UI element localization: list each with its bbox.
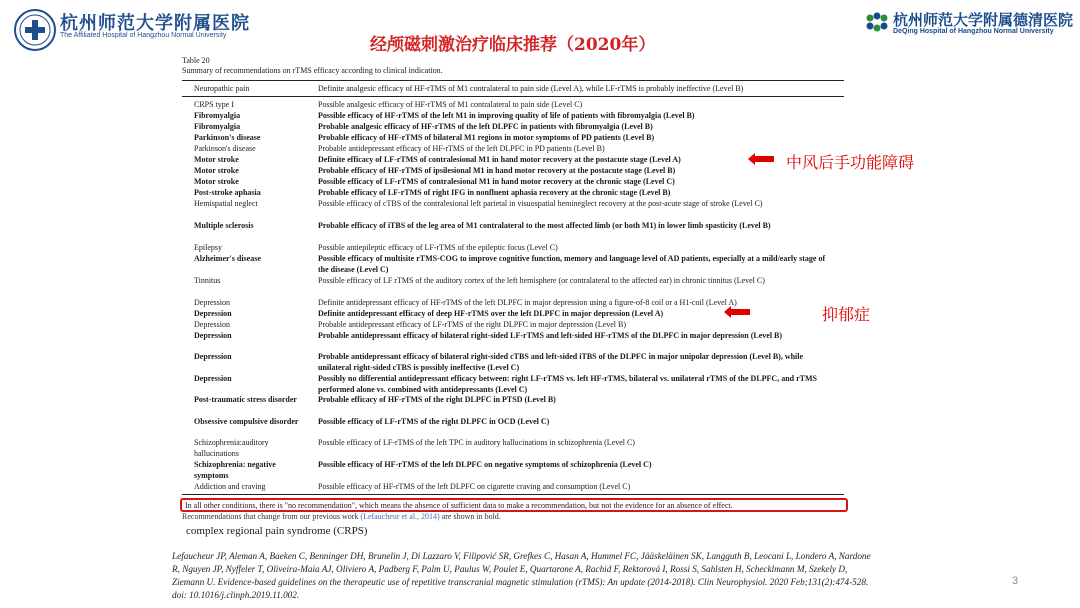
- recommendation-cell: Possible efficacy of LF rTMS of the auditory cortex of the left hemisphere (or contralateral to the affected ear) in chronic tinnitus (Level C): [318, 276, 765, 285]
- recommendation-cell: Definite antidepressant efficacy of HF-rTMS of the left DLPFC in major depression using a figure-of-8 coil or a H1-coil (Level A): [318, 298, 737, 307]
- indication-cell: Depression: [194, 331, 232, 340]
- recommendation-cell: Possible efficacy of cTBS of the contralesional left parietal in visuospatial hemineglect recovery at the post-acute stage of stroke (Level C): [318, 199, 763, 208]
- crps-note: complex regional pain syndrome (CRPS): [186, 525, 368, 537]
- indication-cell: Multiple sclerosis: [194, 221, 254, 230]
- no-recommendation-box: [180, 498, 848, 512]
- recommendation-cell: Possibly no differential antidepressant efficacy between: right LF-rTMS vs. left HF-rTMS, bilateral vs. unilateral rTMS of the DLPFC, and rTMS performed alone vs. combined with antidepressants (Level C): [318, 374, 817, 394]
- recommendation-cell: Possible efficacy of HF-rTMS of the left DLPFC on cigarette craving and consumption (Level C): [318, 482, 631, 491]
- indication-cell: Post-stroke aphasia: [194, 188, 261, 197]
- recommendation-cell: Possible analgesic efficacy of HF-rTMS of M1 contralateral to pain side (Level C): [318, 100, 583, 109]
- left-hospital-name-en: The Affiliated Hospital of Hangzhou Normal University: [60, 32, 227, 39]
- annotation-depression: 抑郁症: [822, 305, 871, 324]
- recommendation-cell: Probable efficacy of iTBS of the leg area of M1 contralateral to the most affected limb (or both M1) in lower limb spasticity (Level B): [318, 221, 771, 230]
- recommendation-cell: Possible efficacy of HF-rTMS of the left DLPFC on negative symptoms of schizophrenia (Level C): [318, 460, 652, 469]
- indication-cell: Motor stroke: [194, 155, 239, 164]
- table-header-rule: [182, 96, 844, 97]
- recommendation-cell: Possible efficacy of multisite rTMS-COG to improve cognitive function, memory and language level of AD patients, especially at a mild/early stage of the disease (Level C): [318, 254, 826, 274]
- left-hospital-name-cn: 杭州师范大学附属医院: [60, 13, 250, 33]
- recommendation-cell: Probable antidepressant efficacy of bilateral right-sided LF-rTMS and left-sided HF-rTMS of the DLPFC in major depression (Level B): [318, 331, 783, 340]
- table-header-indication: Neuropathic pain: [194, 84, 250, 93]
- recommendation-cell: Definite antidepressant efficacy of deep HF-rTMS over the left DLPFC in major depression (Level A): [318, 309, 664, 318]
- indication-cell: Motor stroke: [194, 166, 239, 175]
- indication-cell: Hemispatial neglect: [194, 199, 258, 208]
- reference-citation: Lefaucheur JP, Aleman A, Baeken C, Benninger DH, Brunelin J, Di Lazzaro V, Filipović SR, Grefkes C, Hasan A, Hummel FC, Jääskeläinen SK, Langguth B, Leocani L, Londero A, Nardone R, Nguyen JP, Nyffeler T, Oliveira-Maia AJ, Oliviero A, Padberg F, Palm U, Paulus W, Poulet E, Quartarone A, Rachid F, Rektorová I, Rossi S, Sahlsten H, Schecklmann M, Szekely D, Ziemann U. Evidence-based guidelines on the therapeutic use of repetitive transcranial magnetic stimulation (rTMS): An update (2014-2018). Clin Neurophysiol. 2020 Feb;131(2):474-528. doi: 10.1016/j.clinph.2019.11.002.: [172, 551, 871, 600]
- recommendation-cell: Possible efficacy of LF-rTMS of the right DLPFC in OCD (Level C): [318, 417, 550, 426]
- recommendation-cell: Probable antidepressant efficacy of LF-rTMS of the right DLPFC in major depression (Level B): [318, 320, 627, 329]
- recommendation-cell: Definite efficacy of LF-rTMS of contralesional M1 in hand motor recovery at the postacute stage (Level A): [318, 155, 681, 164]
- indication-cell: Schizophrenia:auditory hallucinations: [194, 438, 269, 458]
- indication-cell: Depression: [194, 352, 232, 361]
- indication-cell: Alzheimer's disease: [194, 254, 261, 263]
- right-hospital-name-cn: 杭州师范大学附属德清医院: [893, 11, 1074, 29]
- footnote-citation-link[interactable]: (Lefaucheur et al., 2014): [360, 512, 440, 521]
- indication-cell: Depression: [194, 320, 230, 329]
- no-recommendation-note: In all other conditions, there is "no recommendation", which means the absence of sufficient data to make a recommendation, but not the evidence for an absence of effect.: [185, 501, 733, 510]
- recommendation-cell: Possible efficacy of LF-rTMS of the left TPC in auditory hallucinations in schizophrenia (Level C): [318, 438, 635, 447]
- recommendation-cell: Probable efficacy of HF-rTMS of ipsilesional M1 in hand motor recovery at the postacute stage (Level B): [318, 166, 676, 175]
- arrow-left-icon: [730, 309, 750, 315]
- recommendation-cell: Possible efficacy of LF-rTMS of contralesional M1 in hand motor recovery at the chronic stage (Level C): [318, 177, 675, 186]
- indication-cell: Addiction and craving: [194, 482, 266, 491]
- table-top-rule: [182, 80, 844, 81]
- indication-cell: CRPS type I: [194, 100, 235, 109]
- page-number: 3: [1012, 575, 1019, 587]
- hospital-logo-right: [864, 12, 890, 39]
- table-footnote: [182, 512, 501, 521]
- indication-cell: Depression: [194, 298, 230, 307]
- table-number: Table 20: [182, 56, 210, 65]
- indication-cell: Depression: [194, 374, 232, 383]
- indication-cell: Epilepsy: [194, 243, 222, 252]
- indication-cell: Post-traumatic stress disorder: [194, 395, 297, 404]
- indication-cell: Schizophrenia: negative symptoms: [194, 460, 276, 480]
- indication-cell: Motor stroke: [194, 177, 239, 186]
- indication-cell: Tinnitus: [194, 276, 221, 285]
- recommendation-cell: Probable efficacy of LF-rTMS of right IFG in nonfluent aphasia recovery at the chronic stage (Level B): [318, 188, 671, 197]
- recommendation-cell: Probable analgesic efficacy of HF-rTMS of the left DLPFC in patients with fibromyalgia (Level B): [318, 122, 653, 131]
- hospital-logo-left: [14, 9, 56, 51]
- page-title: 经颅磁刺激治疗临床推荐（2020年）: [370, 35, 656, 55]
- annotation-stroke: 中风后手功能障碍: [786, 153, 915, 172]
- indication-cell: Fibromyalgia: [194, 111, 241, 120]
- table-header-recommendation: Definite analgesic efficacy of HF-rTMS of M1 contralateral to pain side (Level A), while LF-rTMS is probably ineffective (Level B): [318, 84, 744, 93]
- indication-cell: Fibromyalgia: [194, 122, 241, 131]
- table-bottom-rule: [182, 494, 844, 495]
- footnote-suffix: are shown in bold.: [441, 512, 501, 521]
- right-hospital-name-en: DeQing Hospital of Hangzhou Normal University: [893, 28, 1054, 35]
- arrow-left-icon: [754, 156, 774, 162]
- indication-cell: Depression: [194, 309, 232, 318]
- indication-cell: Parkinson's disease: [194, 133, 261, 142]
- recommendation-cell: Possible efficacy of HF-rTMS of the left M1 in improving quality of life of patients with fibromyalgia (Level B): [318, 111, 695, 120]
- indication-cell: Parkinson's disease: [194, 144, 256, 153]
- footnote-prefix: Recommendations that change from our previous work: [182, 512, 359, 521]
- recommendation-cell: Probable efficacy of HF-rTMS of the right DLPFC in PTSD (Level B): [318, 395, 556, 404]
- recommendation-cell: Probable antidepressant efficacy of bilateral right-sided cTBS and left-sided iTBS of the DLPFC in major unipolar depression (Level B), while unilateral right-sided cTBS is possibly ineffective (Level C): [318, 352, 804, 372]
- recommendation-cell: Probable antidepressant efficacy of HF-rTMS of the left DLPFC in PD patients (Level B): [318, 144, 605, 153]
- indication-cell: Obsessive compulsive disorder: [194, 417, 299, 426]
- recommendation-cell: Probable efficacy of HF-rTMS of bilateral M1 regions in motor symptoms of PD patients (Level B): [318, 133, 655, 142]
- recommendation-cell: Possible antiepileptic efficacy of LF-rTMS of the epileptic focus (Level C): [318, 243, 558, 252]
- table-caption: Summary of recommendations on rTMS efficacy according to clinical indication.: [182, 66, 443, 75]
